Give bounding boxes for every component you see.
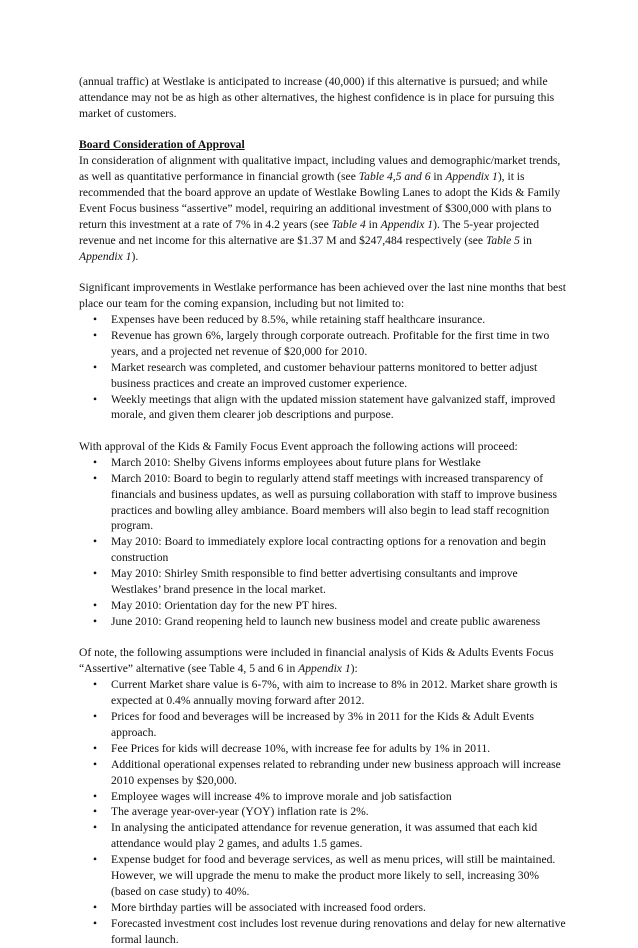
actions-list	[79, 455, 569, 630]
list-item: • Current Market share value is 6-7%, with aim to increase to 8% in 2012. Market share growth is expected at 0.4% annually moving forward after 2012.	[79, 677, 569, 709]
ref-table-4-5-6: Table 4,5 and 6	[358, 170, 431, 184]
assumptions-text-a: Of note, the following assumptions were included in financial analysis of Kids & Adults Events Focus “Assertive” alternative (see Table 4, 5 and 6 in	[79, 646, 554, 676]
spacer	[79, 630, 569, 646]
list-item: • Revenue has grown 6%, largely through corporate outreach. Profitable for the first time in two years, and a projected net revenue of $20,000 for 2010.	[79, 328, 569, 360]
list-item: • More birthday parties will be associated with increased food orders.	[79, 900, 569, 916]
list-item: • Forecasted investment cost includes lost revenue during renovations and delay for new alternative formal launch.	[79, 916, 569, 948]
list-item: • March 2010: Board to begin to regularly attend staff meetings with increased transparency of financials and business updates, as well as pursuing collaboration with staff to improve business practices and bowling alley ambiance. Board members will also begin to lead staff recognition program.	[79, 471, 569, 535]
list-item: • In analysing the anticipated attendance for revenue generation, it was assumed that each kid attendance would play 2 games, and adults 1.5 games.	[79, 820, 569, 852]
list-item: • Expenses have been reduced by 8.5%, while retaining staff healthcare insurance.	[79, 312, 569, 328]
list-item: • Employee wages will increase 4% to improve morale and job satisfaction	[79, 789, 569, 805]
board-text-d: in	[365, 217, 381, 231]
board-heading: Board Consideration of Approval	[79, 138, 245, 152]
board-text-c: ), it is recommended that the board approve an update of Westlake Bowling Lanes to adopt the Kids & Family Event Focus business “assertive” model, requiring an additional investment of $300,000 with plans to return this investment at a rate of 7% in 4.2 years (see	[79, 170, 561, 231]
ref-appendix-1: Appendix 1	[445, 170, 498, 184]
list-item: • Prices for food and beverages will be increased by 3% in 2011 for the Kids & Adult Events approach.	[79, 709, 569, 741]
board-text-g: ).	[131, 249, 139, 263]
list-item: • March 2010: Shelby Givens informs employees about future plans for Westlake	[79, 455, 569, 471]
spacer	[79, 265, 569, 281]
board-text-f: in	[519, 233, 532, 247]
spacer	[79, 122, 569, 138]
list-item: • June 2010: Grand reopening held to launch new business model and create public awareness	[79, 614, 569, 630]
spacer	[79, 423, 569, 439]
board-paragraph	[79, 153, 569, 264]
ref-appendix-1: Appendix 1	[79, 249, 132, 263]
intro-paragraph: (annual traffic) at Westlake is anticipated to increase (40,000) if this alternative is pursued; and while attendance may not be as high as other alternatives, the highest confidence is in place for pursuing this market of customers.	[79, 75, 555, 120]
improvements-list	[79, 312, 569, 423]
list-item: • Market research was completed, and customer behaviour patterns monitored to better adjust business practices and create an improved customer experience.	[79, 360, 569, 392]
list-item: • May 2010: Shirley Smith responsible to find better advertising consultants and improve Westlakes’ brand presence in the local market.	[79, 566, 569, 598]
list-item: • Fee Prices for kids will decrease 10%, with increase fee for adults by 1% in 2011.	[79, 741, 569, 757]
assumptions-list	[79, 677, 569, 947]
list-item: • Weekly meetings that align with the updated mission statement have galvanized staff, improved morale, and given them clearer job descriptions and purpose.	[79, 392, 569, 424]
ref-appendix-1: Appendix 1	[380, 217, 434, 231]
ref-appendix-1: Appendix 1	[298, 662, 351, 676]
list-item: • May 2010: Orientation day for the new PT hires.	[79, 598, 569, 614]
actions-intro: With approval of the Kids & Family Focus Event approach the following actions will proceed:	[79, 439, 518, 453]
list-item: • The average year-over-year (YOY) inflation rate is 2%.	[79, 804, 569, 820]
document-page	[79, 74, 569, 948]
list-item: • May 2010: Board to immediately explore local contracting options for a renovation and begin construction	[79, 534, 569, 566]
ref-table-4: Table 4	[331, 217, 366, 231]
ref-table-5: Table 5	[485, 233, 520, 247]
board-text-a: In consideration of alignment with qualitative impact, including values and demographic/market trends, as well as quantitative performance in financial growth (see	[79, 154, 561, 184]
assumptions-text-b: ):	[350, 662, 358, 676]
assumptions-intro	[79, 645, 569, 677]
list-item: • Additional operational expenses related to rebranding under new business approach will increase 2010 expenses by $20,000.	[79, 757, 569, 789]
list-item: • Expense budget for food and beverage services, as well as menu prices, will still be maintained. However, we will upgrade the menu to make the product more likely to sell, increasing 30% (based on case study) to 40%.	[79, 852, 569, 900]
board-text-b: in	[430, 170, 446, 184]
improvements-intro: Significant improvements in Westlake performance has been achieved over the last nine months that best place our team for the coming expansion, including but not limited to:	[79, 281, 566, 311]
board-text-e: ). The 5-year projected revenue and net income for this alternative are $1.37 M and $247,484 respectively (see	[79, 217, 540, 247]
